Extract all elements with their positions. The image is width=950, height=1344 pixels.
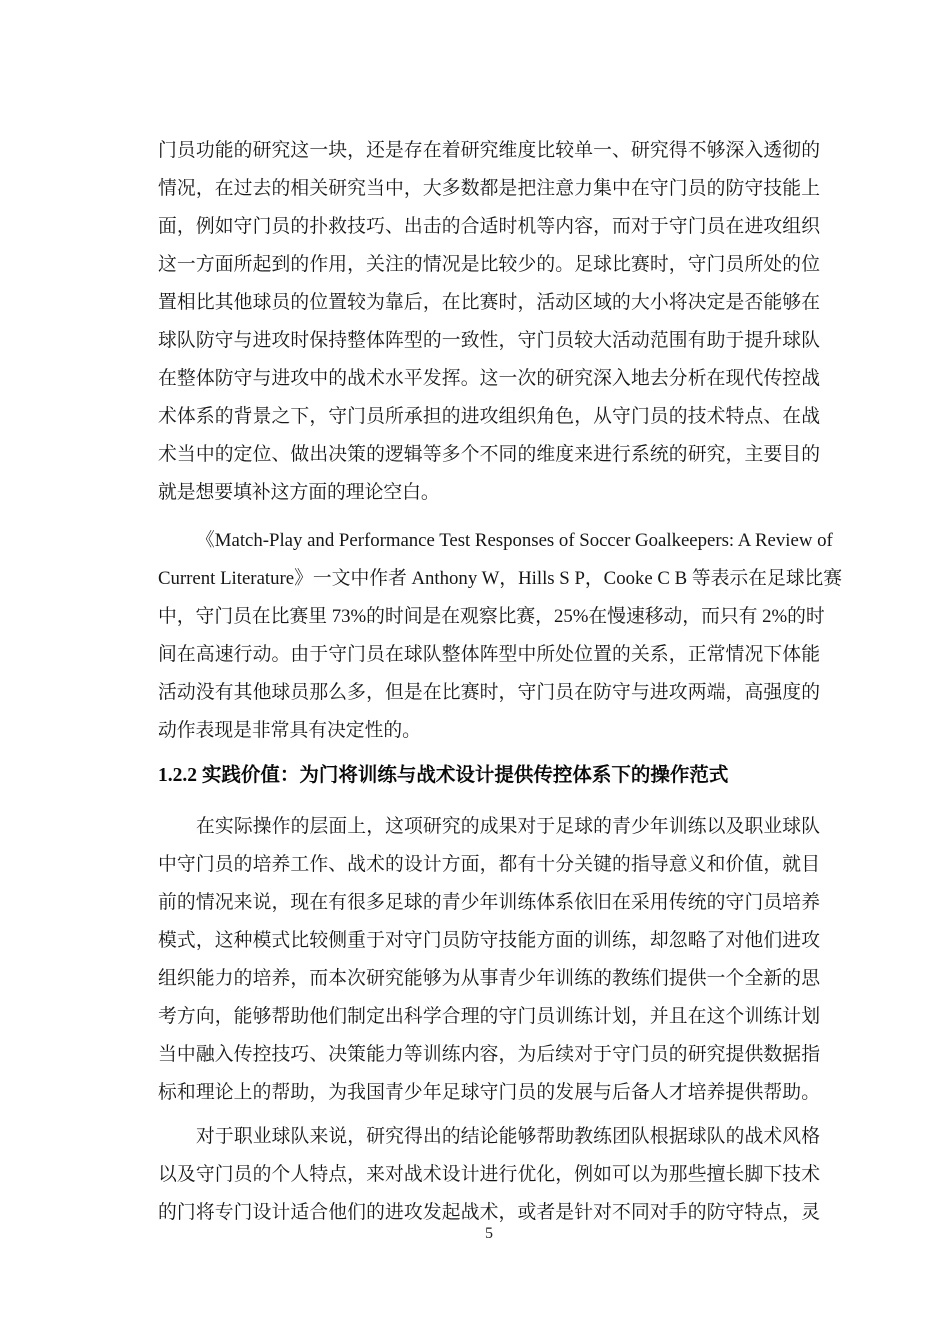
section-heading: 1.2.2 实践价值：为门将训练与战术设计提供传控体系下的操作范式 xyxy=(158,765,729,786)
text-line: 中守门员的培养工作、战术的设计方面，都有十分关键的指导意义和价值，就目 xyxy=(158,854,820,875)
paragraph-literature-citation xyxy=(158,522,843,750)
text-line: 当中融入传控技巧、决策能力等训练内容，为后续对于守门员的研究提供数据指 xyxy=(158,1044,820,1065)
text-line: 以及守门员的个人特点，来对战术设计进行优化，例如可以为那些擅长脚下技术 xyxy=(158,1164,820,1185)
page-number: 5 xyxy=(485,1225,493,1242)
text-line: 组织能力的培养，而本次研究能够为从事青少年训练的教练们提供一个全新的思 xyxy=(158,968,820,989)
text-line: 球队防守与进攻时保持整体阵型的一致性，守门员较大活动范围有助于提升球队 xyxy=(158,330,820,351)
paragraph-research-gap xyxy=(158,132,820,512)
text-line: 术当中的定位、做出决策的逻辑等多个不同的维度来进行系统的研究，主要目的 xyxy=(158,444,820,465)
text-line: 活动没有其他球员那么多，但是在比赛时，守门员在防守与进攻两端，高强度的 xyxy=(158,682,820,703)
text-line: 模式，这种模式比较侧重于对守门员防守技能方面的训练，却忽略了对他们进攻 xyxy=(158,930,820,951)
text-line: 《Match-Play and Performance Test Responses of Soccer Goalkeepers: A Review of xyxy=(196,530,833,551)
text-line: 中，守门员在比赛里 73%的时间是在观察比赛，25%在慢速移动，而只有 2%的时 xyxy=(158,606,825,627)
text-line: 面，例如守门员的扑救技巧、出击的合适时机等内容，而对于守门员在进攻组织 xyxy=(158,216,820,237)
document-body xyxy=(158,132,843,1232)
text-line: 术体系的背景之下，守门员所承担的进攻组织角色，从守门员的技术特点、在战 xyxy=(158,406,820,427)
text-line: 情况，在过去的相关研究当中，大多数都是把注意力集中在守门员的防守技能上 xyxy=(158,178,820,199)
text-line: 考方向，能够帮助他们制定出科学合理的守门员训练计划，并且在这个训练计划 xyxy=(158,1006,820,1027)
text-line: 的门将专门设计适合他们的进攻发起战术，或者是针对不同对手的防守特点，灵 xyxy=(158,1202,820,1223)
text-line: 在整体防守与进攻中的战术水平发挥。这一次的研究深入地去分析在现代传控战 xyxy=(158,368,820,389)
text-line: 对于职业球队来说，研究得出的结论能够帮助教练团队根据球队的战术风格 xyxy=(196,1126,820,1147)
text-line: 在实际操作的层面上，这项研究的成果对于足球的青少年训练以及职业球队 xyxy=(196,816,820,837)
text-line: 门员功能的研究这一块，还是存在着研究维度比较单一、研究得不够深入透彻的 xyxy=(158,140,820,161)
paragraph-practical-value xyxy=(158,808,820,1112)
text-line: 这一方面所起到的作用，关注的情况是比较少的。足球比赛时，守门员所处的位 xyxy=(158,254,820,275)
text-line: 前的情况来说，现在有很多足球的青少年训练体系依旧在采用传统的守门员培养 xyxy=(158,892,820,913)
paragraph-professional-teams xyxy=(158,1118,820,1232)
text-line: 间在高速行动。由于守门员在球队整体阵型中所处位置的关系，正常情况下体能 xyxy=(158,644,820,665)
text-line: 置相比其他球员的位置较为靠后，在比赛时，活动区域的大小将决定是否能够在 xyxy=(158,292,820,313)
text-line: 就是想要填补这方面的理论空白。 xyxy=(158,482,440,503)
text-line: 标和理论上的帮助，为我国青少年足球守门员的发展与后备人才培养提供帮助。 xyxy=(158,1082,820,1103)
text-line: Current Literature》一文中作者 Anthony W，Hills S P，Cooke C B 等表示在足球比赛 xyxy=(158,568,843,589)
text-line: 动作表现是非常具有决定性的。 xyxy=(158,720,421,741)
